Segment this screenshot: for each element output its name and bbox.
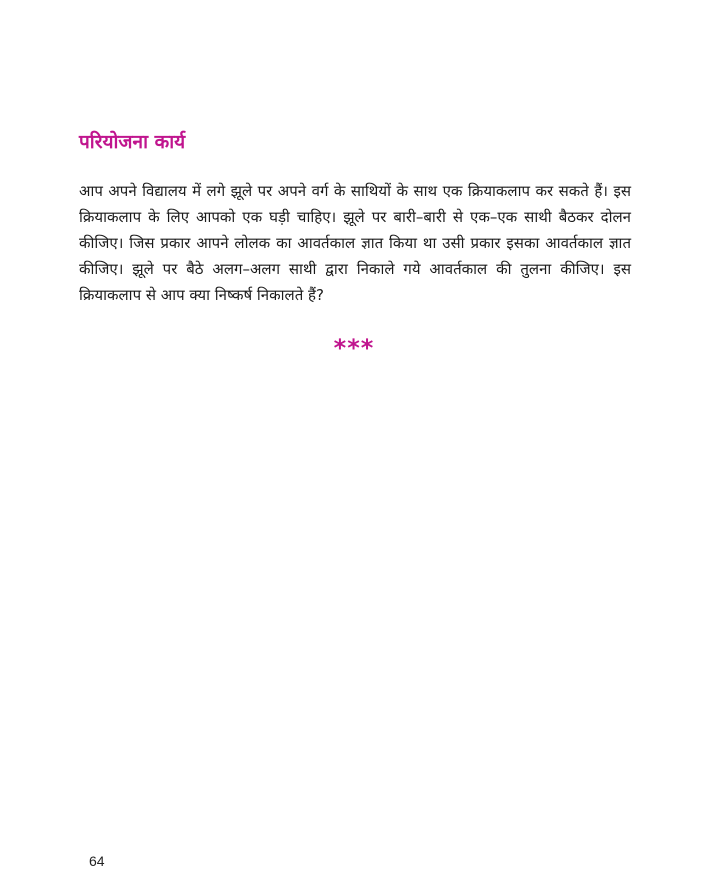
- section-separator: ***: [333, 334, 375, 362]
- section-heading: परियोजना कार्य: [79, 131, 186, 153]
- project-paragraph: आप अपने विद्यालय में लगे झूले पर अपने वर्ग के साथियों के साथ एक क्रियाकलाप कर सकते हैं। इस क्रियाकलाप के लिए आपको एक घड़ी चाहिए। झूले पर बारी–बारी से एक–एक साथी बैठकर दोलन कीजिए। जिस प्रकार आपने लोलक का आवर्तकाल ज्ञात किया था उसी प्रकार इसका आवर्तकाल ज्ञात कीजिए। झूले पर बैठे अलग–अलग साथी द्वारा निकाले गये आवर्तकाल की तुलना कीजिए। इस क्रियाकलाप से आप क्या निष्कर्ष निकालते हैं?: [79, 182, 631, 304]
- page-number: 64: [89, 853, 105, 869]
